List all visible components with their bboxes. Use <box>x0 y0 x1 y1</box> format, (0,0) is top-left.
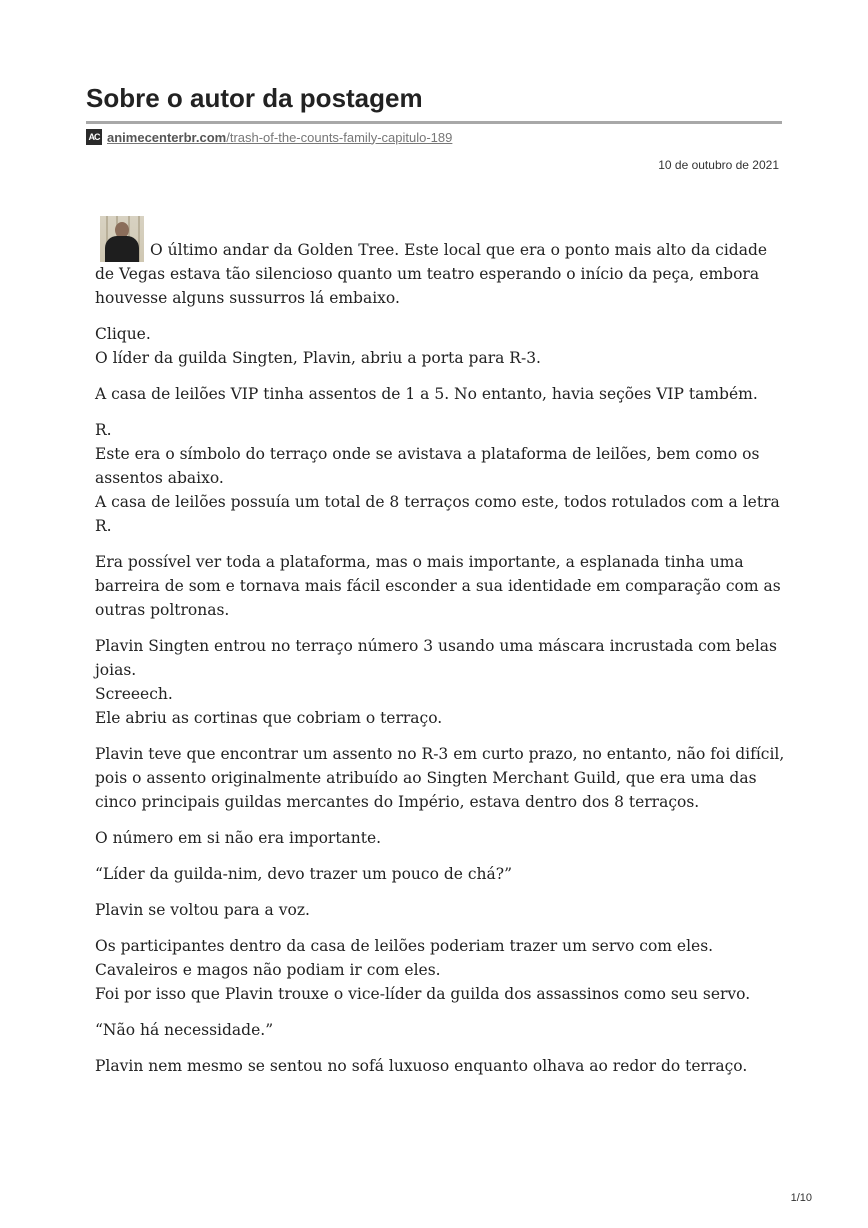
paragraph-line: Plavin teve que encontrar um assento no R-3 em curto prazo, no entanto, não foi difícil, pois o assento originalmente atribuído ao Singten Merchant Guild, que era uma das cinco principais guildas mercantes do Império, estava dentro dos 8 terraços. <box>95 745 785 811</box>
paragraph-line: “Não há necessidade.” <box>95 1021 274 1039</box>
paragraph <box>95 1018 785 1042</box>
paragraph <box>95 742 785 814</box>
title-divider <box>86 121 782 124</box>
paragraph <box>95 216 785 310</box>
paragraph-line: Plavin se voltou para a voz. <box>95 901 310 919</box>
paragraph-line: O número em si não era importante. <box>95 829 382 847</box>
source-line <box>86 129 452 145</box>
paragraph-line: A casa de leilões VIP tinha assentos de 1 a 5. No entanto, havia seções VIP também. <box>95 385 758 403</box>
paragraph-line: Plavin Singten entrou no terraço número 3 usando uma máscara incrustada com belas joias. <box>95 637 778 679</box>
paragraph-line: R. <box>95 421 112 439</box>
paragraph-line: Este era o símbolo do terraço onde se avistava a plataforma de leilões, bem como os assentos abaixo. <box>95 445 760 487</box>
paragraph-line: Clique. <box>95 325 151 343</box>
source-domain: animecenterbr.com <box>107 129 227 145</box>
paragraph <box>95 862 785 886</box>
paragraph <box>95 826 785 850</box>
author-avatar <box>100 216 144 262</box>
paragraph-line: Screeech. <box>95 685 173 703</box>
paragraph <box>95 550 785 622</box>
page-number: 1/10 <box>790 1192 812 1204</box>
paragraph-line: Os participantes dentro da casa de leilões poderiam trazer um servo com eles. Cavaleiros e magos não podiam ir com eles. <box>95 937 714 979</box>
paragraph <box>95 418 785 538</box>
paragraph-line: Plavin nem mesmo se sentou no sofá luxuoso enquanto olhava ao redor do terraço. <box>95 1057 748 1075</box>
source-link[interactable] <box>107 130 452 145</box>
post-date: 10 de outubro de 2021 <box>658 158 779 172</box>
paragraph-line: Ele abriu as cortinas que cobriam o terraço. <box>95 709 443 727</box>
paragraph-line: Era possível ver toda a plataforma, mas o mais importante, a esplanada tinha uma barreira de som e tornava mais fácil esconder a sua identidade em comparação com as outras poltronas. <box>95 553 781 619</box>
paragraph <box>95 898 785 922</box>
article-body <box>95 216 785 1090</box>
paragraph-line: O último andar da Golden Tree. Este local que era o ponto mais alto da cidade de Vegas estava tão silencioso quanto um teatro esperando o início da peça, embora houvesse alguns sussurros lá embaixo. <box>95 241 768 307</box>
page-title: Sobre o autor da postagem <box>86 83 423 113</box>
paragraph <box>95 322 785 370</box>
paragraph-line: A casa de leilões possuía um total de 8 terraços como este, todos rotulados com a letra R. <box>95 493 780 535</box>
paragraph-line: “Líder da guilda-nim, devo trazer um pouco de chá?” <box>95 865 513 883</box>
paragraph <box>95 1054 785 1078</box>
paragraph <box>95 382 785 406</box>
source-path: /trash-of-the-counts-family-capitulo-189 <box>226 129 453 145</box>
paragraph-line: Foi por isso que Plavin trouxe o vice-líder da guilda dos assassinos como seu servo. <box>95 985 751 1003</box>
paragraph <box>95 634 785 730</box>
paragraph <box>95 934 785 1006</box>
paragraph-line: O líder da guilda Singten, Plavin, abriu a porta para R-3. <box>95 349 541 367</box>
site-favicon-icon: AC <box>86 129 102 145</box>
